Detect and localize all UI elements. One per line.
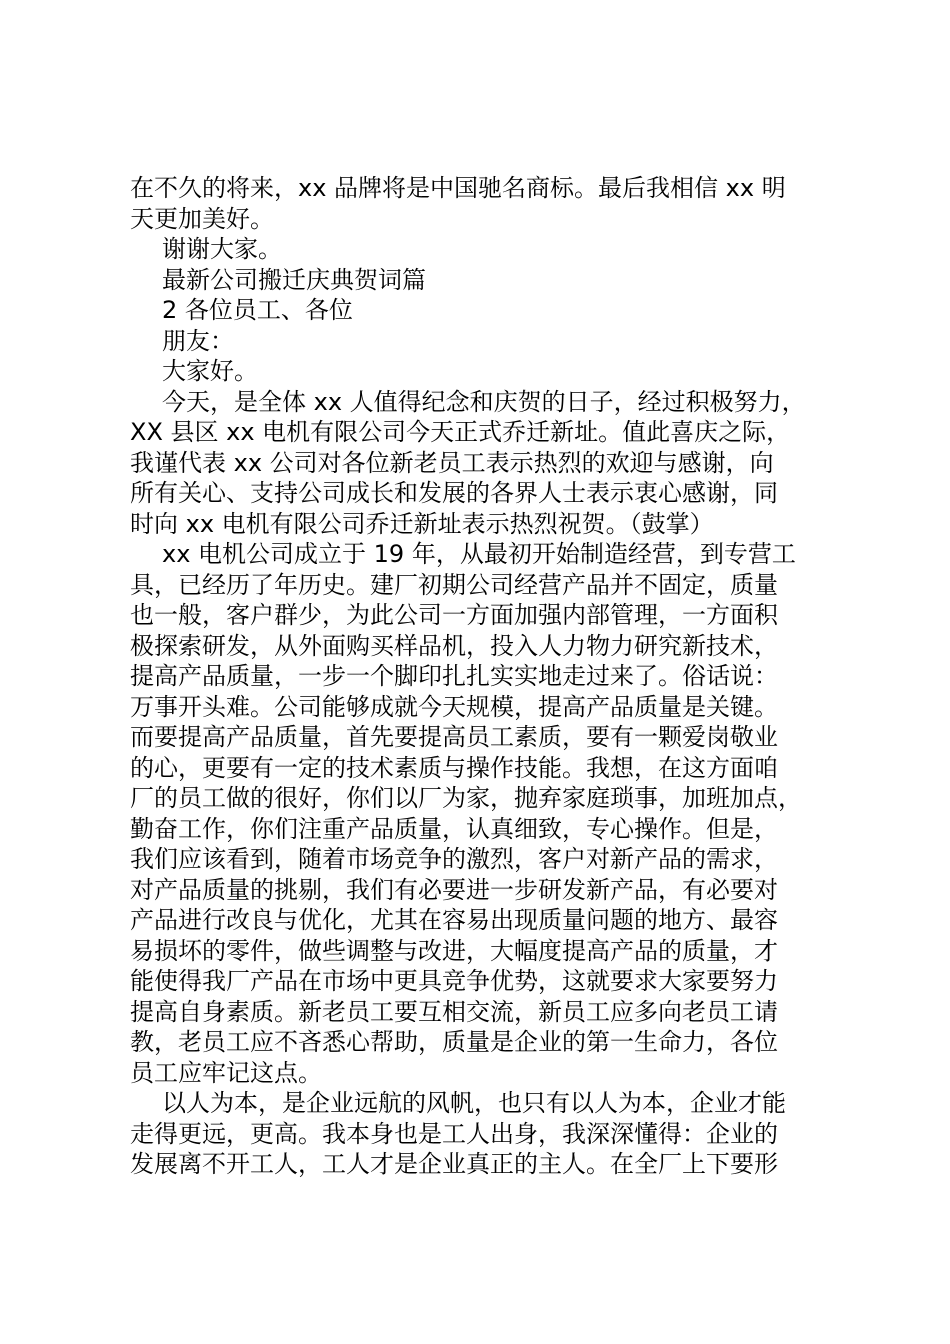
- text-line: 具，已经历了年历史。建厂初期公司经营产品并不固定，质量: [130, 570, 778, 599]
- text-line: 今天，是全体 xx 人值得纪念和庆贺的日子，经过积极努力，: [162, 387, 806, 416]
- text-line: 在不久的将来，xx 品牌将是中国驰名商标。最后我相信 xx 明: [130, 174, 786, 202]
- text-line: 也一般，客户群少，为此公司一方面加强内部管理，一方面积: [130, 601, 778, 629]
- text-line: 我们应该看到，随着市场竞争的激烈，客户对新产品的需求，: [130, 845, 778, 873]
- text-line: 勤奋工作，你们注重产品质量，认真细致，专心操作。但是，: [130, 814, 778, 843]
- text-line: 对产品质量的挑剔，我们有必要进一步研发新产品，有必要对: [130, 875, 778, 904]
- document-body: [130, 173, 842, 1180]
- text-line: 天更加美好。: [130, 204, 274, 233]
- text-line: 产品进行改良与优化，尤其在容易出现质量问题的地方、最容: [130, 906, 778, 934]
- text-line: 提高自身素质。新老员工要互相交流，新员工应多向老员工请: [130, 997, 778, 1026]
- text-line: 发展离不开工人，工人才是企业真正的主人。在全厂上下要形: [130, 1150, 778, 1178]
- text-line: 极探索研发，从外面购买样品机，投入人力物力研究新技术，: [130, 631, 778, 660]
- text-line: 谢谢大家。: [162, 235, 282, 263]
- text-line: 能使得我厂产品在市场中更具竞争优势，这就要求大家要努力: [130, 967, 778, 995]
- text-line: 2 各位员工、各位: [162, 296, 353, 324]
- text-line: 以人为本，是企业远航的风帆，也只有以人为本，企业才能: [162, 1089, 786, 1117]
- text-line: xx 电机公司成立于 19 年，从最初开始制造经营，到专营工: [162, 540, 796, 568]
- text-line: 易损坏的零件，做些调整与改进，大幅度提高产品的质量，才: [130, 936, 778, 965]
- text-line: 朋友：: [162, 326, 234, 355]
- text-line: 大家好。: [162, 357, 258, 385]
- text-line: XX 县区 xx 电机有限公司今天正式乔迁新址。值此喜庆之际，: [130, 418, 791, 446]
- text-line: 厂的员工做的很好，你们以厂为家，抛弃家庭琐事，加班加点，: [130, 784, 802, 812]
- text-line: 所有关心、支持公司成长和发展的各界人士表示衷心感谢，同: [130, 479, 778, 507]
- text-line: 教，老员工应不吝悉心帮助，质量是企业的第一生命力，各位: [130, 1028, 778, 1056]
- text-line: 而要提高产品质量，首先要提高员工素质，要有一颗爱岗敬业: [130, 723, 778, 751]
- section-heading: 最新公司搬迁庆典贺词篇: [162, 265, 426, 294]
- text-line: 走得更远，更高。我本身也是工人出身，我深深懂得：企业的: [130, 1119, 778, 1148]
- text-line: 万事开头难。公司能够成就今天规模，提高产品质量是关键。: [130, 692, 778, 721]
- text-line: 我谨代表 xx 公司对各位新老员工表示热烈的欢迎与感谢，向: [130, 448, 774, 477]
- text-line: 时向 xx 电机有限公司乔迁新址表示热烈祝贺。（鼓掌）: [130, 509, 714, 538]
- text-line: 员工应牢记这点。: [130, 1058, 322, 1087]
- text-line: 的心，更要有一定的技术素质与操作技能。我想，在这方面咱: [130, 753, 778, 782]
- text-line: 提高产品质量，一步一个脚印扎扎实实地走过来了。俗话说：: [130, 662, 778, 690]
